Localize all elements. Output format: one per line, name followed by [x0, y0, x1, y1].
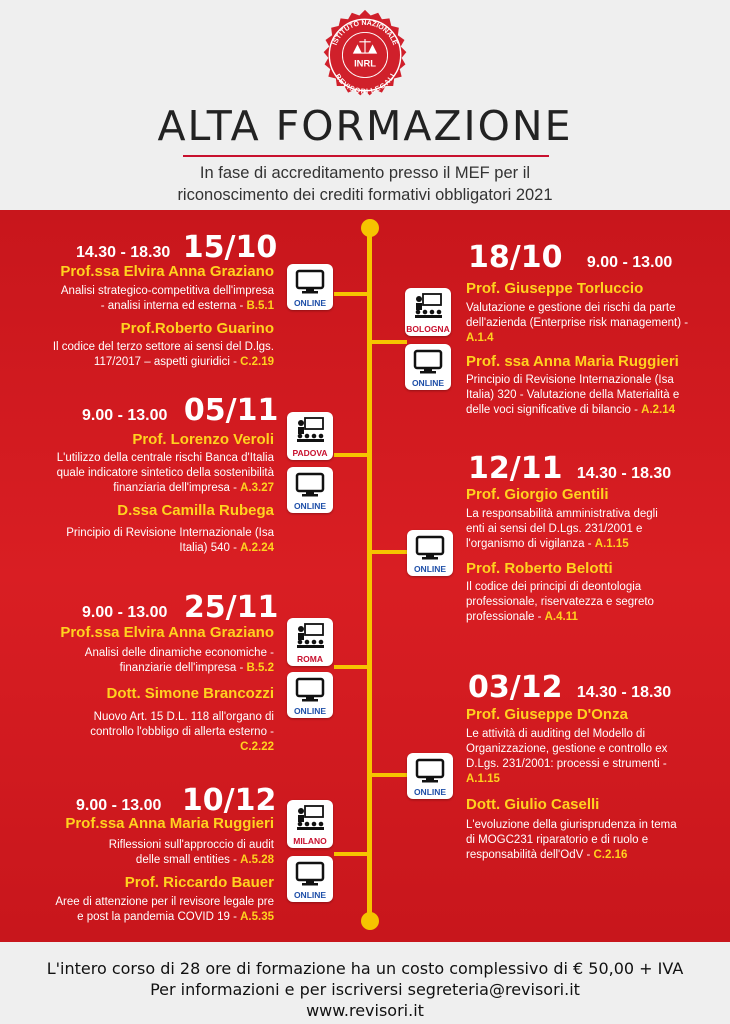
session-date: 05/11	[183, 393, 279, 428]
connector	[334, 665, 370, 669]
credit-code: B.5.1	[246, 300, 274, 312]
badge-label: ONLINE	[293, 501, 327, 511]
monitor-icon	[295, 269, 325, 295]
desc-line: controllo l'obbligo di allerta esterno -	[90, 726, 274, 738]
speaker-name: Prof.Roberto Guarino	[120, 320, 274, 337]
inrl-seal-logo	[318, 8, 412, 102]
talk-description	[466, 301, 721, 346]
session-1-datetime	[76, 230, 277, 265]
desc-line: e post la pandemia COVID 19 -	[77, 911, 241, 923]
timeline-line	[367, 228, 372, 928]
badge-label: PADOVA	[292, 448, 328, 458]
desc-line: L'evoluzione della giurisprudenza in tema	[466, 819, 677, 831]
desc-line: Principio di Revisione Internazionale (Isa	[66, 527, 274, 539]
desc-line: professionale, riservatezza e segreto	[466, 596, 654, 608]
desc-line: Le attività di auditing del Modello di	[466, 728, 646, 740]
session-date: 15/10	[182, 230, 278, 265]
badge-label: ONLINE	[293, 706, 327, 716]
monitor-icon	[295, 677, 325, 703]
credit-code: A.2.24	[240, 542, 274, 554]
session-time: 9.00 - 13.00	[82, 407, 168, 424]
credit-code: C.2.22	[240, 741, 274, 753]
online-badge	[405, 344, 451, 390]
speaker-name: Prof. Roberto Belotti	[466, 560, 613, 577]
desc-line: 117/2017 – aspetti giuridici -	[93, 356, 241, 368]
talk-description	[466, 727, 726, 787]
session-time: 9.00 - 13.00	[76, 797, 162, 814]
session-3-datetime	[82, 393, 278, 428]
page-title: ALTA FORMAZIONE	[157, 102, 573, 150]
desc-line: finanziarie dell'impresa -	[119, 662, 247, 674]
desc-line: professionale -	[466, 611, 545, 623]
talk-description	[466, 818, 726, 863]
desc-line: delle small entities -	[135, 854, 241, 866]
header	[0, 0, 730, 210]
presence-badge	[405, 288, 451, 336]
desc-line: Analisi strategico-competitiva dell'impresa	[60, 285, 274, 297]
speaker-name: Prof. Giuseppe D'Onza	[466, 706, 628, 723]
desc-line: quale indicatore sintetico della sostenibilità	[56, 467, 274, 479]
subtitle-line-2: riconoscimento dei crediti formativi obbligatori 2021	[177, 186, 553, 204]
session-time: 9.00 - 13.00	[586, 254, 673, 271]
speaker-name: Prof.ssa Elvira Anna Graziano	[60, 624, 274, 641]
talk-description	[0, 646, 274, 676]
title-underline	[183, 155, 549, 157]
online-badge	[407, 753, 453, 799]
session-2-datetime	[468, 240, 672, 275]
talk-description	[0, 710, 274, 755]
desc-line: Nuovo Art. 15 D.L. 118 all'organo di	[93, 711, 274, 723]
desc-line: L'utilizzo della centrale rischi Banca d'Italia	[56, 452, 274, 464]
online-badge	[287, 467, 333, 513]
session-6-datetime	[468, 670, 671, 705]
seal-abbr: INRL	[354, 57, 376, 69]
badge-label: ONLINE	[413, 787, 447, 797]
desc-line: finanziaria dell'impresa -	[113, 482, 241, 494]
timeline-end-dot	[361, 912, 379, 930]
monitor-icon	[413, 349, 443, 375]
speaker-name: Prof. Lorenzo Veroli	[132, 431, 274, 448]
credit-code: A.5.35	[240, 911, 274, 923]
credit-code: C.2.16	[593, 849, 628, 861]
connector	[369, 340, 407, 344]
classroom-icon	[413, 293, 443, 319]
classroom-icon	[295, 417, 325, 443]
online-badge	[407, 530, 453, 576]
subtitle	[0, 162, 730, 206]
desc-line: l'organismo di vigilanza -	[466, 538, 595, 550]
desc-line: Il codice dei principi di deontologia	[466, 581, 642, 593]
desc-line: enti ai sensi del D.Lgs. 231/2001 e	[466, 523, 643, 535]
desc-line: dell'azienda (Enterprise risk management) -	[466, 317, 689, 329]
monitor-icon	[295, 472, 325, 498]
credit-code: A.1.15	[466, 773, 500, 785]
credit-code: A.1.15	[594, 538, 629, 550]
session-4-datetime	[468, 451, 671, 486]
classroom-icon	[295, 623, 325, 649]
desc-line: - analisi interna ed esterna -	[100, 300, 247, 312]
speaker-name: Prof.ssa Anna Maria Ruggieri	[65, 815, 274, 832]
online-badge	[287, 264, 333, 310]
credit-code: C.2.19	[240, 356, 274, 368]
connector	[334, 453, 370, 457]
speaker-name: Prof. ssa Anna Maria Ruggieri	[466, 353, 679, 370]
footer-price: L'intero corso di 28 ore di formazione ha un costo complessivo di € 50,00 + IVA	[46, 959, 684, 978]
classroom-icon	[295, 805, 325, 831]
talk-description	[0, 526, 274, 556]
speaker-name: Prof. Giorgio Gentili	[466, 486, 609, 503]
credit-code: A.4.11	[544, 611, 578, 623]
credit-code: A.5.28	[240, 854, 274, 866]
talk-description	[466, 580, 721, 625]
desc-line: Italia) 540 -	[179, 542, 241, 554]
desc-line: responsabilità dell'OdV -	[466, 849, 594, 861]
session-5-datetime	[82, 590, 278, 625]
session-time: 9.00 - 13.00	[82, 604, 168, 621]
connector	[369, 550, 407, 554]
credit-code: B.5.2	[246, 662, 274, 674]
session-date: 03/12	[468, 670, 563, 705]
presence-badge	[287, 412, 333, 460]
talk-description	[0, 284, 274, 314]
speaker-name: Prof. Giuseppe Torluccio	[466, 280, 644, 297]
desc-line: Il codice del terzo settore ai sensi del D.lgs.	[52, 341, 274, 353]
desc-line: Principio di Revisione Internazionale (Isa	[466, 374, 674, 386]
badge-label: ONLINE	[411, 378, 445, 388]
connector	[334, 292, 370, 296]
talk-description	[466, 373, 721, 418]
badge-label: ROMA	[297, 654, 323, 664]
session-time: 14.30 - 18.30	[576, 684, 672, 701]
session-time: 14.30 - 18.30	[576, 465, 672, 482]
presence-badge	[287, 800, 333, 848]
session-date: 25/11	[183, 590, 279, 625]
connector	[369, 773, 407, 777]
desc-line: D.Lgs. 231/2001: processi e strumenti -	[466, 758, 667, 770]
online-badge	[287, 672, 333, 718]
monitor-icon	[415, 535, 445, 561]
session-date: 10/12	[181, 783, 277, 818]
credit-code: A.3.27	[240, 482, 274, 494]
talk-description	[0, 451, 274, 496]
speaker-name: D.ssa Camilla Rubega	[117, 502, 274, 519]
speaker-name: Prof. Riccardo Bauer	[124, 874, 274, 891]
footer-website[interactable]: www.revisori.it	[306, 1001, 424, 1020]
presence-badge	[287, 618, 333, 666]
desc-line: di MOGC231 riparatorio e di ruolo e	[466, 834, 649, 846]
badge-label: BOLOGNA	[406, 324, 450, 334]
badge-label: ONLINE	[413, 564, 447, 574]
footer-contact[interactable]: Per informazioni e per iscriversi segreteria@revisori.it	[150, 980, 580, 999]
timeline-start-dot	[361, 219, 379, 237]
badge-label: ONLINE	[293, 890, 327, 900]
desc-line: delle voci significative di bilancio -	[466, 404, 642, 416]
session-7-datetime	[76, 783, 276, 818]
desc-line: Organizzazione, gestione e controllo ex	[466, 743, 668, 755]
session-date: 12/11	[468, 451, 563, 486]
speaker-name: Dott. Giulio Caselli	[466, 796, 600, 813]
desc-line: La responsabilità amministrativa degli	[466, 508, 658, 520]
talk-description	[0, 895, 274, 925]
desc-line: Italia) 320 - Valutazione della Materialità e	[466, 389, 680, 401]
desc-line: Analisi delle dinamiche economiche -	[84, 647, 274, 659]
seal-text-bottom: REVISORI LEGALI	[333, 72, 397, 96]
session-time: 14.30 - 18.30	[76, 244, 171, 261]
speaker-name: Prof.ssa Elvira Anna Graziano	[60, 263, 274, 280]
desc-line: Riflessioni sull'approccio di audit	[108, 839, 274, 851]
connector	[334, 852, 370, 856]
talk-description	[0, 340, 274, 370]
seal-text-top: ISTITUTO NAZIONALE	[331, 19, 399, 47]
monitor-icon	[415, 758, 445, 784]
online-badge	[287, 856, 333, 902]
session-date: 18/10	[468, 240, 563, 275]
footer	[0, 942, 730, 1024]
desc-line: Valutazione e gestione dei rischi da parte	[466, 302, 676, 314]
subtitle-line-1: In fase di accreditamento presso il MEF per il	[199, 164, 531, 182]
credit-code: A.2.14	[641, 404, 676, 416]
monitor-icon	[295, 861, 325, 887]
badge-label: ONLINE	[293, 298, 327, 308]
speaker-name: Dott. Simone Brancozzi	[106, 685, 274, 702]
credit-code: A.1.4	[466, 332, 494, 344]
talk-description	[0, 838, 274, 868]
talk-description	[466, 507, 721, 552]
desc-line: Aree di attenzione per il revisore legale pre	[55, 896, 274, 908]
badge-label: MILANO	[293, 836, 327, 846]
